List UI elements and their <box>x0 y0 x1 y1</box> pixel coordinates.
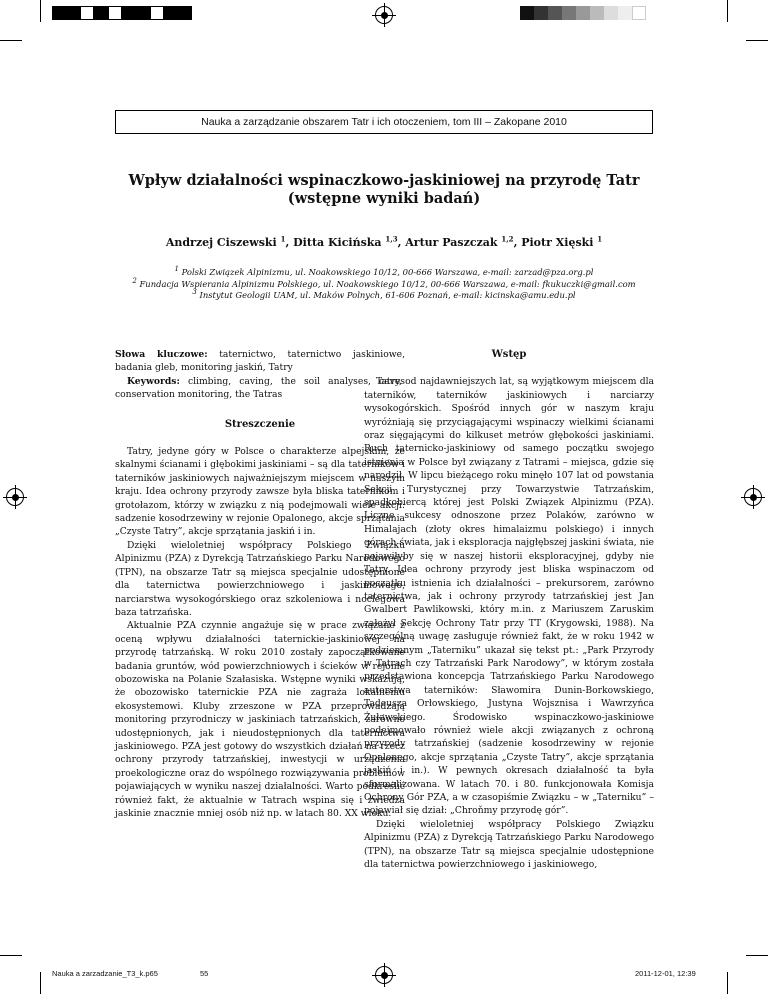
footer-file: Nauka a zarzadzanie_T3_k.p65 <box>52 969 158 978</box>
crop-mark <box>746 955 768 956</box>
intro-heading: Wstęp <box>491 349 527 360</box>
paper-title <box>100 172 668 208</box>
registration-mark-bottom <box>375 966 393 984</box>
intro-paragraph: Dzięki wieloletniej współpracy Polskiego Związku Alpinizmu (PZA) z Dyrekcją Tatrzańskiego Parku Narodowego (TPN), na obszarze Tatr są miejsca specjalnie udostępnione dla taternictwa powierzchniowego i jaskiniowego, <box>364 818 654 871</box>
affiliation: $^1$ Polski Związek Alpinizmu, ul. Noakowskiego 10/12, 00-666 Warszawa, e-mail: zarzad@pza.org.pl <box>174 265 594 277</box>
footer-date: 2011-12-01, 12:39 <box>635 969 696 978</box>
journal-header-text: Nauka a zarządzanie obszarem Tatr i ich otoczeniem, tom III – Zakopane 2010 <box>201 116 567 128</box>
author: Artur Paszczak $^{1,2}$, <box>405 234 522 249</box>
affiliations <box>80 267 688 302</box>
crop-mark <box>0 40 22 41</box>
left-column <box>115 348 405 820</box>
affiliation: $^3$ Instytut Geologii UAM, ul. Maków Polnych, 61-606 Poznań, e-mail: kicinska@amu.edu.pl <box>192 288 576 300</box>
crop-mark <box>727 972 728 994</box>
crop-mark <box>0 955 22 956</box>
registration-mark-right <box>744 488 762 506</box>
color-bar-right <box>520 6 646 20</box>
title-line-1: Wpływ działalności wspinaczkowo-jaskiniowej na przyrodę Tatr <box>128 172 640 189</box>
color-bar-left <box>52 6 192 20</box>
author: Andrzej Ciszewski $^1$, <box>165 234 294 249</box>
keywords-en: Keywords: climbing, caving, the soil analyses, caves conservation monitoring, the Tatras <box>115 375 406 401</box>
right-column <box>364 348 654 871</box>
abstract-paragraph: Aktualnie PZA czynnie angażuje się w prace związane z oceną wpływu działalności taternickie-jaskiniowej na przyrodę tatrzańską. W roku 2010 zostały zapoczątkowane badania gruntów, wód powierzchniowych i ścieków w rejonie obozowiska na Polanie Szałasiska. Wstępne wyniki wskazują, że obozowisko taternickie PZA nie zagraża lokalnemu ekosystemowi. Kluby zrzeszone w PZA przeprowadzają monitoring przyrodniczy w jaskiniach tatrzańskich, zarówno udostępnionych, jak i nieudostępnionych dla taternictwa jaskiniowego. PZA jest gotowy do wszystkich działań na rzecz ochrony przyrody tatrzańskiej, inwestycji w urządzenia proekologiczne oraz do wspólnego rozwiązywania problemów pojawiających w wyniku naszej działalności. Warto podkreślić również fakt, że aktualnie w Tatrach wspina się i zwiedza jaskinie znacznie mniej osób niż np. w latach 80. XX wieku. <box>115 620 405 819</box>
keywords-pl: Słowa kluczowe: taternictwo, taternictwo jaskiniowe, badania gleb, monitoring jaskiń, Tatry <box>115 349 405 374</box>
abstract-heading: Streszczenie <box>224 418 296 430</box>
author: Piotr Xięski $^1$ <box>521 234 603 249</box>
author-list <box>100 236 668 249</box>
crop-mark <box>727 0 728 22</box>
title-line-2: (wstępne wyniki badań) <box>287 190 481 207</box>
registration-mark-top <box>375 6 393 24</box>
abstract-paragraph: Tatry, jedyne góry w Polsce o charakterze alpejskim, ze skalnymi ścianami i głębokimi jaskiniami – są dla taterników i taterników jaskiniowych najważniejszym miejscem w naszym kraju. Idea ochrony przyrody zawsze była bliska taternikom i grotołazom, którzy w związku z nią podejmowali wiele akcji: sadzenie kosodrzewiny w rejonie Opalonego, akcje sprzątania „Czyste Tatry”, akcje sprzątania jaskiń i in. <box>115 446 405 538</box>
crop-mark <box>746 40 768 41</box>
registration-mark-left <box>6 488 24 506</box>
journal-header <box>115 110 653 134</box>
crop-mark <box>40 972 41 994</box>
abstract-paragraph: Dzięki wieloletniej współpracy Polskiego Związku Alpinizmu (PZA) z Dyrekcją Tatrzańskiego Parku Narodowego (TPN), na obszarze Tatr są miejsca specjalnie udostępnione dla taternictwa powierzchniowego i jaskiniowego, narciarstwa wysokogórskiego oraz szkoleniowa i noclegowa baza tatrzańska. <box>115 539 405 618</box>
crop-mark <box>40 0 41 22</box>
intro-paragraph: Tatry, od najdawniejszych lat, są wyjątkowym miejscem dla taterników, taterników jaskiniowych i narciarzy wysokogórskich. Spośród innych gór w naszym kraju wyróżniają się przyciągającymi wspinaczy wielkimi ścianami oraz sięgającymi do kilkuset metrów głębokości jaskiniami. Ruch taternicko-jaskiniowy od samego początku swojego istnienia w Polsce był związany z Tatrami – miejsca, gdzie się narodził. W lipcu bieżącego roku minęło 107 lat od powstania Sekcji Turystycznej przy Towarzystwie Tatrzańskim, spadkobiercą której jest Polski Związek Alpinizmu (PZA). Liczne sukcesy odnoszone przez Polaków, zarówno w Himalajach (złoty okres himalaizmu polskiego) i innych górach świata, jak i eksploracja najgłębszej jaskini świata, nie pojawiłyby się w naszej historii eksploracyjnej, gdyby nie Tatry. Idea ochrony przyrody jest bliska wspinaczom od początku istnienia ich działalności – prekursorem, zarówno taternictwa, jak i ochrony przyrody tatrzańskiej jest Jan Gwalbert Pawlikowski, który m.in. z Mariuszem Zaruskim założył Sekcję Ochrony Tatr przy TT (Krygowski, 1988). Na szczególną uwagę zasługuje również fakt, że w roku 1942 w podziemnym „Taterniku” ukazał się tekst pt.: „Park Przyrody w Tatrach czy Tatrzański Park Narodowy”, w którym została przedstawiona koncepcja Tatrzańskiego Parku Narodowego autorstwa taterników: Sławomira Dunin-Borkowskiego, Tadeusza Orłowskiego, Justyna Wojsznisa i Wawrzyńca Żuławskiego. Środowisko wspinaczkowo-jaskiniowe podejmowało również wiele akcji związanych z ochroną przyrody tatrzańskiej (sadzenie kosodrzewiny w rejonie Opalonego, akcje sprzątania „Czyste Tatry”, akcje sprzątania jaskiń i in.). W pewnych okresach działalność ta była sformalizowana. W latach 70. i 80. funkcjonowała Komisja Ochrony Gór PZA, a w czasopiśmie Związku – w „Taterniku” – pojawiał się dział: „Chroňmy przyrodę gór”. <box>364 376 654 817</box>
affiliation: $^2$ Fundacja Wspierania Alpinizmu Polskiego, ul. Noakowskiego 10/12, 00-666 Warszawa, e-mail: fkukuczki@gmail.com <box>132 276 636 289</box>
footer-page: 55 <box>200 969 209 978</box>
author: Ditta Kicińska $^{1,3}$, <box>293 234 406 249</box>
